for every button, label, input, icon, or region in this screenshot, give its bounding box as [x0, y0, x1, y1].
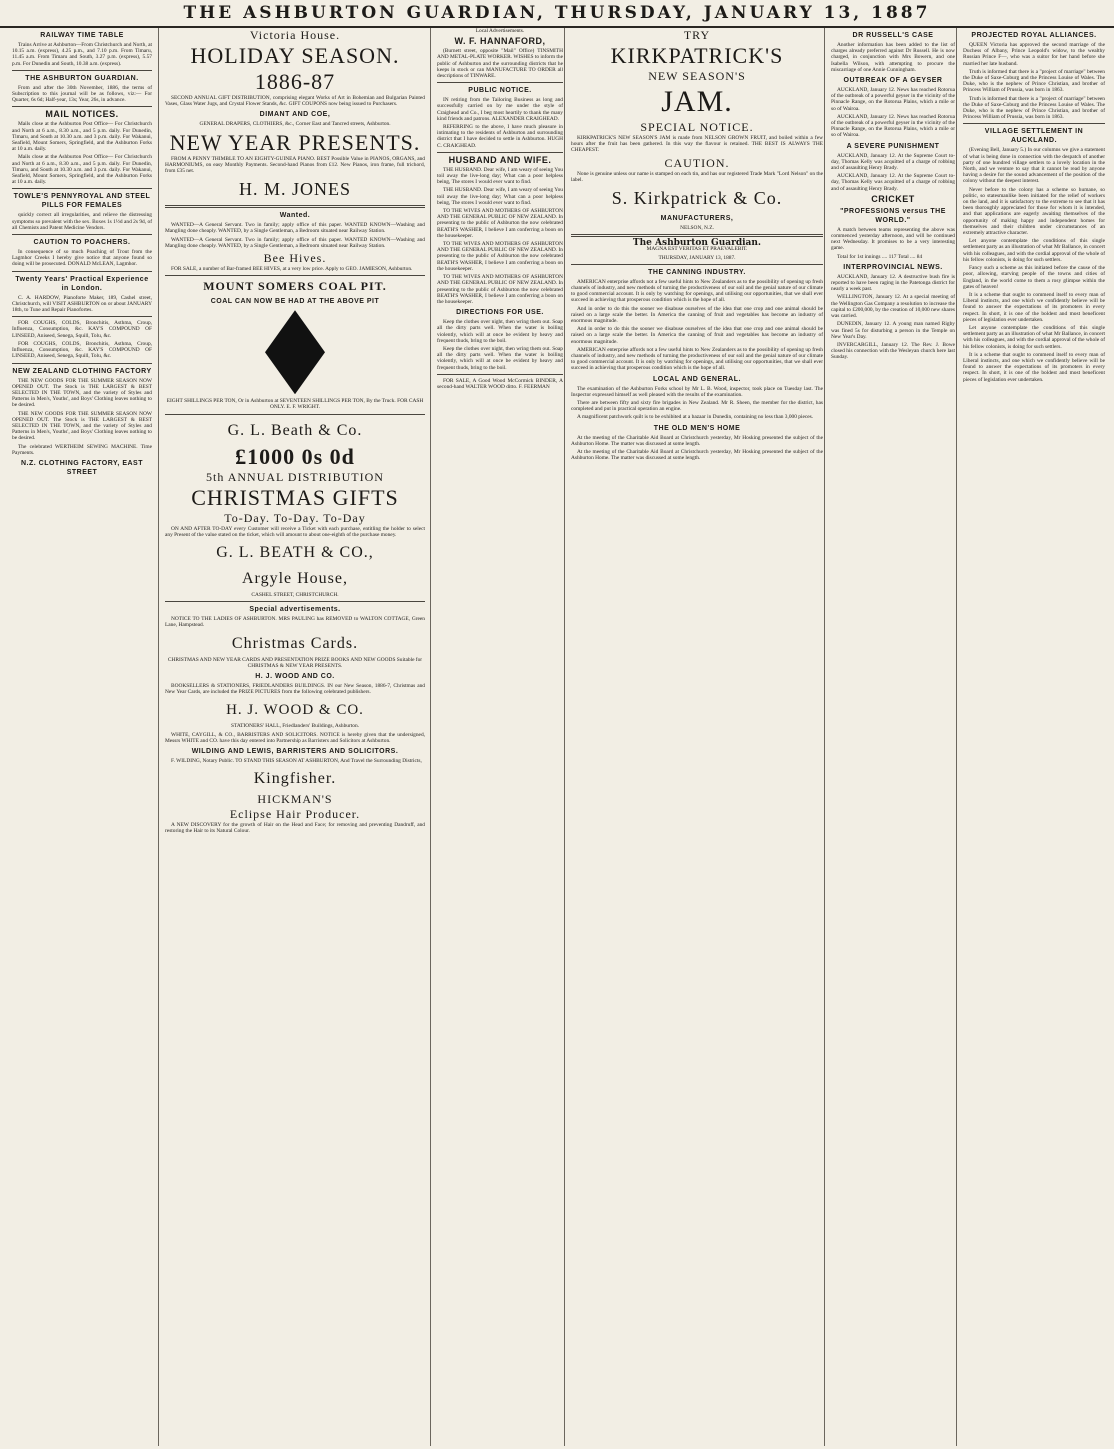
railway-text: Trains Arrive at Ashburton—From Christchurch and North, at 10.15 a.m. (express), 4.25 p.m., and 7.10 p.m. From Timaru, 11.45 a.m. From Timaru and South, 3.27 p.m. (express), 5.57 p.m. For Dunedin and South, 10.38 a.m. (express). [12, 42, 152, 67]
canning-text-2: And in order to do this the sooner we disabuse ourselves of the idea that one crop and one animal should be raised on a large scale the better. In America the canning of fruit and vegetables has become an industry of enormous magnitude. [571, 305, 823, 325]
special-ads-heading: Special advertisements. [249, 606, 341, 614]
manufacturers-heading: MANUFACTURERS, [660, 215, 734, 223]
motto-text: MAGNA EST VERITAS ET PRAEVALEBIT. [646, 246, 748, 253]
invercargill-text: INVERCARGILL, January 12. The Rev. J. Bowe closed his connection with the Wesleyan church here last Sunday. [831, 341, 955, 361]
husband-wife-heading: HUSBAND AND WIFE. [448, 154, 552, 165]
white-caygill-text: WHITE, CAYGILL, & CO., BARRISTERS AND SOLICITORS. NOTICE is hereby given that the undersigned, Messrs WHITE and CO. have this day entered into Partnership as Barristers and Solicitors at Ashburton. [165, 731, 425, 744]
mail-text: Mails close at the Ashburton Post Office— For Christchurch and North at 6 a.m., 8.30 a.m., and 5 p.m. daily. For Dunedin, Timaru, and South at 10.30 a.m. and 3 p.m. daily. For Wakanui, Seafield, Mount Somers, Springfield, and the Ashburton Forks at 10 a.m. daily. [12, 154, 152, 186]
eclipse-heading: Eclipse Hair Producer. [229, 807, 361, 822]
local-ads-label: Local Advertisements. [475, 28, 525, 34]
thousand-pounds: £1000 0s 0d [235, 443, 355, 469]
wilding-heading: WILDING AND LEWIS, BARRISTERS AND SOLICITORS. [191, 748, 399, 756]
geyser-heading: OUTBREAK OF A GEYSER [843, 77, 943, 85]
old-mens-home-text: At the meeting of the Charitable Aid Board at Christchurch yesterday, Mr Hosking presented the subject of the Ashburton Home. The matter was discussed at some length. [571, 434, 823, 447]
bee-hives-text: FOR SALE, a number of Bar-framed BEE HIVES, at a very low price. Apply to GEO. JAMIESON, Ashburton. [171, 266, 413, 273]
village-text-2: Never before to the colony has a scheme so humane, so politic, so statesmanlike been initiated for the relief of workers on the land, and it is satisfactory to the extreme to see that it has been thoroughly appreciated for those for whom it is intended, and that applications are eagerly awaiting themselves of the opportunity of making happy and independent homes for themselves and their children under circumstances of an extremely attractive character. [963, 186, 1105, 237]
mail-text: Mails close at the Ashburton Post Office— For Christchurch and North at 6 a.m., 8.30 a.m., and 5 p.m. daily. For Dunedin, Timaru, and South at 10.30 a.m. and 3 p.m. daily. For Wakanui, Seafield, Mount Somers, Springfield, and the Ashburton Forks at 10 a.m. daily. [12, 121, 152, 153]
craighead-text-2: REFERRING to the above, I have much pleasure in intimating to the residents of Ashburton and surrounding district that I have decided to settle in Ashburton. HUGH C. CRAIGHEAD. [437, 124, 563, 149]
interprovincial-heading: INTERPROVINCIAL NEWS. [843, 263, 943, 271]
guardian-nameplate: The Ashburton Guardian. [632, 238, 762, 249]
wanted-heading: Wanted. [279, 212, 311, 220]
sewing-text: The celebrated WERTHEIM SEWING MACHINE. Time Payments. [12, 443, 152, 456]
towle-heading: TOWLE'S PENNYROYAL AND STEEL PILLS FOR FEMALES [13, 193, 151, 210]
local-general-heading: LOCAL AND GENERAL. [653, 375, 741, 383]
kingfisher-heading: Kingfisher. [253, 770, 337, 788]
column-4 [564, 28, 829, 1446]
gifts-text: ON AND AFTER TO-DAY every Customer will receive a Ticket with each purchase, entitling the holder to select any Present of the value stated on the ticket, which will amount to about one-eighth of the purchase money. [165, 525, 425, 538]
stationers-text: STATIONERS' HALL, Friedlanders' Buildings, Ashburton. [230, 723, 360, 730]
holiday-text: SECOND ANNUAL GIFT DISTRIBUTION, comprising elegant Works of Art in Bohemian and Bulgarian Painted Vases, Glass Water Jugs, and Crystal Flower Stands, &c. GIFT COUPONS now being issued to Purchasers. [165, 95, 425, 108]
kirkpatrick-co-heading: S. Kirkpatrick & Co. [611, 188, 783, 209]
victoria-house-heading: Victoria House. [249, 28, 341, 42]
bee-hives-heading: Bee Hives. [263, 251, 327, 266]
canning-text-2: And in order to do this the sooner we disabuse ourselves of the idea that one crop and one animal should be raised on a large scale the better. In America the canning of fruit and vegetables has become an industry of enormous magnitude. [571, 326, 823, 345]
geyser-text: AUCKLAND, January 12. News has reached Rotorua of the outbreak of a powerful geyser in the vicinity of the Pinnacle Range, on the Rotorua Plains, which a mile or so of Wairoa. [831, 113, 955, 139]
column-6 [956, 28, 1111, 1446]
kays-text: FOR COUGHS, COLDS, Bronchitis, Asthma, Croup, Influenza, Consumption, &c. KAY'S COMPOUND OF LINSEED, Aniseed, Senega, Squill, Tolu, &c. [12, 320, 152, 339]
holiday-heading: HOLIDAY SEASON. 1886-87 [190, 43, 400, 94]
guardian-heading: THE ASHBURTON GUARDIAN. [25, 74, 139, 82]
canning-text: AMERICAN enterprise affords not a few useful hints to New Zealanders as to the possibility of opening up fresh channels of industry, and new methods of turning the productiveness of our soil and the genial nature of our climate to good commercial account. It is only by watching for openings, and utilising our opportunities, that we shall ever succeed in achieving that prosperous condition which is the hope of all. [571, 346, 823, 372]
royal-text-2: Truth is informed that there is a "project of marriage" between the Duke of Saxe-Coburg and the Princess Louise of Wales. The Duke, who is the nephew of Prince Christian, and brother of Princess William of Prussia, was born in 1863. [963, 68, 1105, 94]
directions-text: Keep the clothes over night, then wring them out. Soap all the dirty parts well. When the water is boiling violently, which will at once be evident by heavy and frequent thuds, bring to the boil. [437, 345, 563, 371]
russell-heading: DR RUSSELL'S CASE [852, 32, 934, 39]
washer-text: TO THE WIVES AND MOTHERS OF ASHBURTON AND THE GENERAL PUBLIC OF NEW ZEALAND. In presenting to the public of Ashburton the now celebrated BEATH'S WASHER, I believe I am conferring a boon on the housekeeper. [437, 274, 563, 305]
special-notice-heading: SPECIAL NOTICE. [640, 120, 754, 134]
directions-heading: DIRECTIONS FOR USE. [456, 309, 544, 317]
cricket-text: A match between teams representing the above was commenced yesterday afternoon, and will be continued next Wednesday. It promises to be a very interesting game. [831, 226, 955, 252]
village-text-3: Let anyone contemplate the conditions of this single settlement party as an illustration of what Mr Ballance, in concert with his colleagues, and with the cordial approval of the whole of his fellow colonists, is doing for such settlers. [963, 238, 1105, 263]
dimant-text: GENERAL DRAPERS, CLOTHIERS, &c., Corner East and Tancred streets, Ashburton. [199, 121, 391, 128]
poem-text: THE HUSBAND. Dear wife, I am weary of seeing You toil away the live-long day; What can a poor helpless being, The stores I would ever want to find. [437, 187, 563, 206]
column-2 [158, 28, 431, 1446]
poachers-text: In consequence of so much Poaching of Trout from the Lagmhor Creeks I hereby give notice that anyone found so doing will be prosecuted. DONALD McLEAN, Lagmhor. [12, 249, 152, 268]
wanted-text: WANTED—A General Servant. Two in family; apply office of this paper. WANTED KNOWN—Washing and Mangling done cheaply. WANTED, by a Single Gentleman, a Bedroom situated near Railway Station. [165, 222, 425, 235]
hannaford-heading: W. F. HANNAFORD, [454, 36, 546, 47]
canning-text: AMERICAN enterprise affords not a few useful hints to New Zealanders as to the possibility of opening up fresh channels of industry, and new methods of turning the productiveness of our soil and the genial nature of our climate to good commercial account. It is only by watching for openings, and utilising our opportunities, that we shall ever succeed in achieving that prosperous condition which is the hope of all. [571, 278, 823, 304]
new-year-heading: NEW YEAR PRESENTS. [169, 129, 421, 155]
dimant-heading: DIMANT AND COE, [259, 111, 331, 119]
hannaford-text: (Burnett street, opposite "Mail" Office) TINSMITH AND METAL-PLATE WORKER. WISHES to inform the public of Ashburton and the surrounding districts that he keeps in stock or can MANUFACTURE TO ORDER all descriptions of TINWARE. [437, 48, 563, 80]
towle-text: quickly correct all irregularities, and relieve the distressing symptoms so prevalent with the sex. Boxes 1s 1½d and 2s 9d, of all Chemists and Patent Medicine Vendors. [12, 212, 152, 231]
wood-text: BOOKSELLERS & STATIONERS, FRIEDLANDERS BUILDINGS. IN our New Season, 1886-7, Christmas and New Year Cards, are included the PRIZE PICTURES from the following celebrated publishers. [165, 683, 425, 696]
local-text-1: The examination of the Ashburton Forks school by Mr L. B. Wood, inspector, took place on Tuesday last. The Inspector expressed himself as well pleased with the results of the examination. [571, 385, 823, 398]
wanted-text: WANTED—A General Servant. Two in family; apply office of this paper. WANTED KNOWN—Washing and Mangling done cheaply. WANTED, by a Single Gentleman, a Bedroom situated near Railway Station. [165, 236, 425, 249]
clothing-text: THE NEW GOODS FOR THE SUMMER SEASON NOW OPENED OUT. The Stock is THE LARGEST & BEST SELECTED IN THE TOWN, and the variety of Styles and Patterns in Men's, Youths', and Boys' Clothing leaves nothing to be desired. [12, 410, 152, 442]
directions-text: Keep the clothes over night, then wring them out. Soap all the dirty parts well. When the water is boiling violently, which will at once be evident by heavy and frequent thuds, bring to the boil. [437, 319, 563, 344]
cricket-heading: CRICKET [871, 193, 915, 204]
punishment-heading: A SEVERE PUNISHMENT [846, 142, 940, 150]
beath-caps-heading: G. L. BEATH & CO., [216, 544, 374, 562]
newspaper-page [12, 28, 1104, 1446]
column-1 [12, 28, 156, 1446]
public-notice-heading: PUBLIC NOTICE. [468, 87, 532, 95]
local-text-3: A magnificent patchwork quilt is to be exhibited at a bazaar in Dunedin, containing no less than 3,000 pieces. [577, 414, 814, 421]
russell-text: Another information has been added to the list of charges already preferred against Dr Russell. He is now charged, in conjunction with Mrs Bowern, and one Isabella Wilson, with attempting to procure the miscarriage of one Annie Cunningham. [831, 42, 955, 73]
nelson-text: NELSON, N.Z. [680, 225, 714, 232]
new-season-heading: NEW SEASON'S [648, 69, 746, 83]
poachers-heading: CAUTION TO POACHERS. [33, 239, 131, 247]
masthead: THE ASHBURTON GUARDIAN, THURSDAY, JANUARY 13, 1887 [0, 0, 1114, 28]
caution-text: None is genuine unless our name is stamped on each tin, and has our registered Trade Mark "Lord Nelson" on the label. [571, 170, 823, 183]
dunedin-text: DUNEDIN, January 12. A young man named Rigby was fined 5s for disturbing a person in the Temple on New Year's Day. [831, 321, 955, 340]
column-3 [430, 28, 569, 1446]
cricket-totals: Total for 1st innings .... 117 Total .... 84 [837, 253, 923, 260]
village-heading: VILLAGE SETTLEMENT IN AUCKLAND. [984, 128, 1084, 145]
punishment-text: AUCKLAND, January 12. At the Supreme Court to-day, Thomas Kelly was acquitted of a charge of robbing and of assaulting Henry Brady. [831, 173, 955, 192]
christmas-cards-heading: Christmas Cards. [231, 634, 359, 652]
royal-text-1: QUEEN Victoria has approved the second marriage of the Duchess of Albany, Prince Leopold's widow, to the wealthy Russian Prince F—, who was a suitor for her hand before she married her late husband. [963, 42, 1105, 67]
christmas-gifts-heading: CHRISTMAS GIFTS [191, 484, 399, 510]
date-text: THURSDAY, JANUARY 13, 1887. [658, 254, 736, 261]
wilding-text: F. WILDING, Notary Public. TO STAND THIS SEASON AT ASHBURTON, And Travel the Surrounding Districts, [171, 758, 422, 765]
cashel-text: CASHEL STREET, CHRISTCHURCH. [251, 592, 339, 599]
wellington-text: WELLINGTON, January 12. At a special meeting of the Wellington Gas Company a resolution to increase the capital to £200,000, by the creation of 10,000 new shares was carried. [831, 294, 955, 320]
poem-text: THE HUSBAND. Dear wife, I am weary of seeing You toil away the live-long day; What can a poor helpless being, The stores I would ever want to find. [437, 166, 563, 186]
jam-text: KIRKPATRICK'S NEW SEASON'S JAM is made from NELSON GROWN FRUIT, and boiled within a few hours after the fruit has been gathered. In this way the flavour is retained. THE BEST IS ALWAYS THE CHEAPEST. [571, 135, 823, 154]
old-mens-home-text: At the meeting of the Charitable Aid Board at Christchurch yesterday, Mr Hosking presented the subject of the Ashburton Home. The matter was discussed at some length. [571, 449, 823, 462]
village-text-4: Fancy such a scheme as this initiated before the cause of the poor, allowing, starving people of the towns and cities of England, in the world come to them a rosy glimpse within the gates of heaven! [963, 265, 1105, 290]
distribution-heading: 5th ANNUAL DISTRIBUTION [206, 469, 384, 484]
coal-subheading: COAL CAN NOW BE HAD AT THE ABOVE PIT [210, 298, 380, 306]
hardow-text: C. A. HARDOW, Pianoforte Maker, 189, Cashel street, Christchurch, will VISIT ASHBURTON on or about JANUARY 18th, to Tune and Repair Pianofortes. [12, 294, 152, 314]
wood-caps-heading: H. J. WOOD & CO. [226, 702, 364, 719]
punishment-text: AUCKLAND, January 12. At the Supreme Court to-day, Thomas Kelly was acquitted of a charge of robbing and of assaulting Henry Brady. [831, 152, 955, 172]
cards-text: CHRISTMAS AND NEW YEAR CARDS AND PRESENTATION PRIZE BOOKS AND NEW GOODS Suitable for CHRISTMAS & NEW YEAR PRESENTS. [167, 656, 423, 669]
try-heading: TRY [683, 28, 711, 42]
professions-heading: "PROFESSIONS versus THE WORLD." [840, 207, 946, 224]
clothing-text: THE NEW GOODS FOR THE SUMMER SEASON NOW OPENED OUT. The Stock is THE LARGEST & BEST SELECTED IN THE TOWN, and the variety of Styles and Patterns in Men's, Youths', and Boys' Clothing leaves nothing to be desired. [12, 377, 152, 409]
factory-heading: N.Z. CLOTHING FACTORY, EAST STREET [20, 459, 143, 476]
railway-heading: RAILWAY TIME TABLE [40, 32, 124, 39]
subscription-text: From and after the 30th November, 1886, the terms of Subscription to this journal will be as follows, viz:— For Quarter, 6s 6d; Half-year, 13s; Year, 26s, in advance. [12, 84, 152, 104]
hardow-heading: Twenty Years' Practical Experience in London. [15, 275, 149, 292]
geyser-text: AUCKLAND, January 12. News has reached Rotorua of the outbreak of a powerful geyser in the vicinity of the Pinnacle Range, on the Rotorua Plains, which a mile or so of Wairoa. [831, 87, 955, 112]
washer-text: TO THE WIVES AND MOTHERS OF ASHBURTON AND THE GENERAL PUBLIC OF NEW ZEALAND. In presenting to the public of Ashburton the now celebrated BEATH'S WASHER, I believe I am conferring a boon on the housekeeper. [437, 241, 563, 272]
coal-pit-heading: MOUNT SOMERS COAL PIT. [203, 279, 387, 294]
ladies-text: NOTICE TO THE LADIES OF ASHBURTON. MRS PAULING has REMOVED to WALTON COTTAGE, Green Lane, Hampstead. [165, 616, 425, 629]
kays-text: FOR COUGHS, COLDS, Bronchitis, Asthma, Croup, Influenza, Consumption, &c. KAY'S COMPOUND OF LINSEED, Aniseed, Senega, Squill, Tolu, &c. [12, 340, 152, 360]
coal-text: EIGHT SHILLINGS PER TON, Or in Ashburton at SEVENTEEN SHILLINGS PER TON, By the Truck. FOR CASH ONLY. E. F. WRIGHT. [166, 398, 424, 411]
canning-heading: THE CANNING INDUSTRY. [648, 268, 746, 276]
jam-heading: JAM. [661, 85, 733, 118]
hickman-heading: HICKMAN'S [257, 792, 333, 807]
village-text-5: It is a scheme that ought to commend itself to every man of Liberal instincts, and one which we confidently believe will be found to answer the expectations of its promoters in every respect. In short, it is one of the boldest and most beneficent pieces of legislation ever undertaken. [963, 291, 1105, 323]
hair-text: A NEW DISCOVERY for the growth of Hair on the Head and Face; for removing and preventing Dandruff, and restoring the Hair to its Natural Colour. [165, 822, 425, 835]
royal-alliances-heading: PROJECTED ROYAL ALLIANCES. [971, 32, 1097, 39]
royal-text-2: Truth is informed that there is a "project of marriage" between the Duke of Saxe-Coburg and the Princess Louise of Wales. The Duke, who is the nephew of Prince Christian, and brother of Princess William of Prussia, was born in 1863. [963, 95, 1105, 121]
column-5 [824, 28, 961, 1446]
craighead-text: IN retiring from the Tailoring Business as long and successfully carried on by me under the style of Craighead and Co., I beg most heartily to thank the many kind friends and patrons. ALEXANDER CRAIGHEAD. [437, 97, 563, 122]
village-text-5: It is a scheme that ought to commend itself to every man of Liberal instincts, and one which we confidently believe will be found to answer the expectations of its promoters in every respect. In short, it is one of the boldest and most beneficent pieces of legislation ever undertaken. [963, 351, 1105, 383]
pianos-text: FROM A PENNY THIMBLE TO AN EIGHTY-GUINEA PIANO. BEST Possible Value in PIANOS, ORGANS, and HARMONIUMS, on easy Monthly Payments. Second-hand Pianos from £12. New Pianos, iron frame, full trichord, from £35 net. [165, 155, 425, 175]
local-text-2: There are between fifty and sixty fire brigades in New Zealand. Mr R. Sheen, the member for the district, has completed and put in practical operation an engine. [571, 400, 823, 413]
diamond-ornament [265, 310, 325, 394]
washer-text: TO THE WIVES AND MOTHERS OF ASHBURTON AND THE GENERAL PUBLIC OF NEW ZEALAND. In presenting to the public of Ashburton the now celebrated BEATH'S WASHER, I believe I am conferring a boon on the housekeeper. [437, 208, 563, 239]
kirkpatrick-heading: KIRKPATRICK'S [610, 43, 784, 68]
wood-heading: H. J. WOOD AND CO. [255, 673, 335, 681]
auckland-text: AUCKLAND, January 12. A destructive bush fire is reported to have been raging in the Patetonga district for nearly a week past. [831, 273, 955, 293]
today-heading: To-Day. To-Day. To-Day [224, 510, 366, 525]
jones-heading: H. M. JONES [238, 179, 351, 200]
clothing-heading: NEW ZEALAND CLOTHING FACTORY [12, 367, 152, 375]
mail-heading: MAIL NOTICES. [45, 109, 119, 120]
beath-heading: G. L. Beath & Co. [227, 421, 363, 439]
village-text-1: (Evening Bell, January 5.) In our columns we give a statement of what is being done in connection with the despatch of another party of one hundred village settlers to a lovely location in the North, and we venture to say that it cannot be read by anyone having a desire for the sound advancement of the position of the colony without the deepest interest. [963, 147, 1105, 185]
caution-heading: CAUTION. [664, 155, 730, 170]
binder-text: FOR SALE, A Good Wood McCormick BINDER, A second-hand WALTER WOOD ditto. F. FEERMAN [437, 377, 563, 390]
village-text-3: Let anyone contemplate the conditions of this single settlement party as an illustration of what Mr Ballance, in concert with his colleagues, and with the cordial approval of the whole of his fellow colonists, is doing for such settlers. [963, 324, 1105, 350]
argyle-heading: Argyle House, [241, 570, 349, 588]
old-mens-home-heading: THE OLD MEN'S HOME [653, 424, 741, 432]
